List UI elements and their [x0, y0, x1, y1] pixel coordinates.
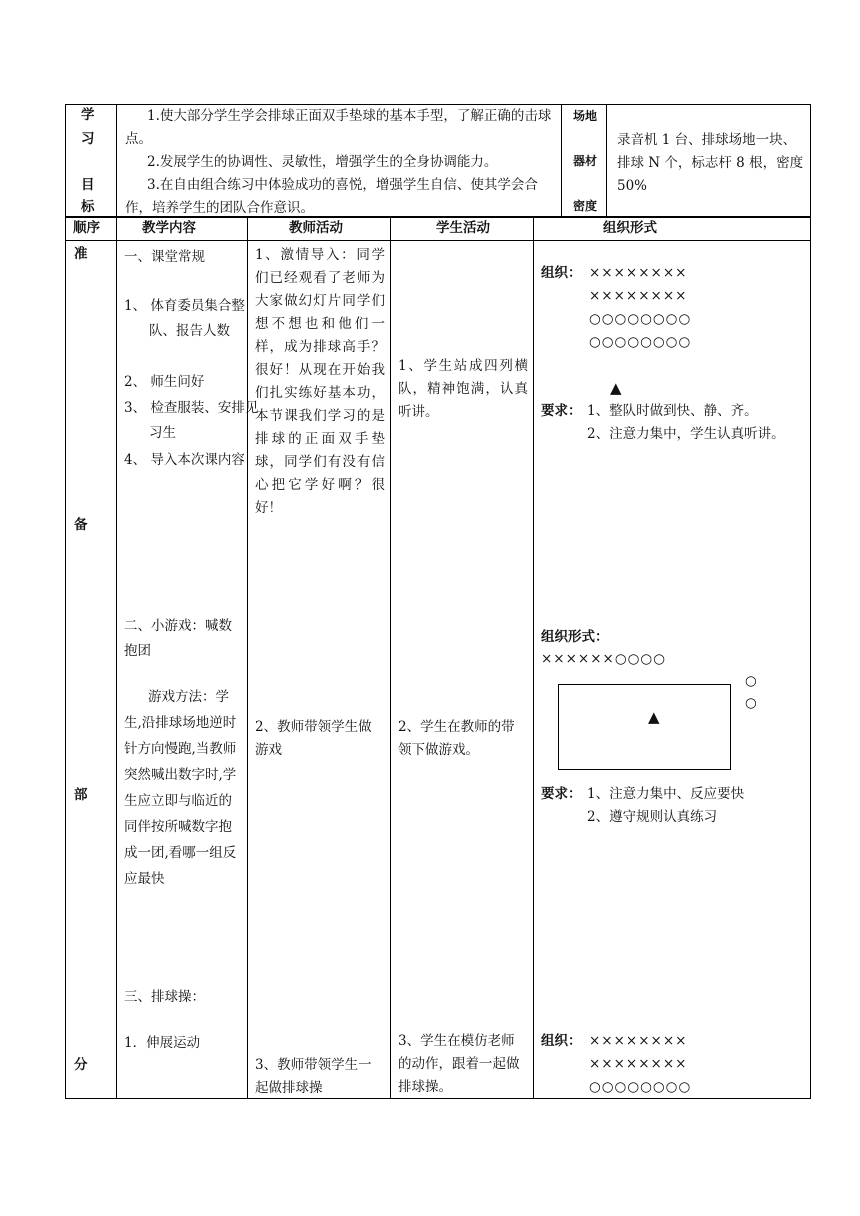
teacher-position-marker: ▲	[648, 708, 660, 726]
venue-label: 场地	[573, 109, 598, 123]
header-student: 学生活动	[436, 220, 490, 236]
teacher-position-marker: ▲	[610, 379, 622, 397]
court-rectangle	[558, 684, 731, 770]
part3-title: 三、排球操：	[124, 989, 205, 1005]
part1-req: 2、注意力集中，学生认真听讲。	[587, 426, 785, 442]
part3-org-row: ○○○○○○○○	[589, 1079, 692, 1095]
part1-student: 1、学生站成四列横队，精神饱满，认真听讲。	[398, 358, 528, 420]
part2-side-mark: ○	[745, 695, 757, 711]
part2-req-label: 要求：	[541, 786, 582, 802]
part2-org-label: 组织形式：	[541, 629, 609, 645]
objectives-label-char: 标	[81, 199, 95, 215]
section-char: 分	[74, 1057, 88, 1073]
part1-req: 1、整队时做到快、静、齐。	[587, 403, 758, 419]
section-char: 部	[74, 787, 88, 803]
objective-item: 2.发展学生的协调性、灵敏性，增强学生的全身协调能力。	[147, 154, 498, 170]
header-order: 顺序	[73, 220, 100, 236]
part2-req: 1、注意力集中、反应要快	[587, 786, 745, 802]
part1-item: 4、 导入本次课内容	[124, 452, 245, 468]
part1-org-row: ○○○○○○○○	[589, 311, 692, 327]
part1-org-row: ××××××××	[589, 265, 688, 281]
part2-student: 2、学生在教师的带领下做游戏。	[398, 719, 515, 758]
objective-item: 1.使大部分学生学会排球正面双手垫球的基本手型，了解正确的击球点。	[125, 108, 552, 147]
part3-item: 1．伸展运动	[124, 1035, 201, 1051]
part2-title: 二、小游戏：喊数抱团	[124, 618, 232, 659]
part1-item: 2、 师生问好	[124, 374, 205, 390]
equipment-label: 器材	[573, 154, 598, 168]
objectives-label-char: 习	[81, 131, 95, 147]
part2-side-mark: ○	[745, 673, 757, 689]
part1-org-row: ××××××××	[589, 288, 688, 304]
header-org: 组织形式	[603, 220, 657, 236]
part2-org-row: ××××××○○○○	[541, 651, 666, 667]
part3-org-row: ××××××××	[589, 1033, 688, 1049]
part1-item: 1、 体育委员集合整队、报告人数	[124, 298, 245, 339]
part1-org-row: ○○○○○○○○	[589, 334, 692, 350]
venue-text: 录音机 1 台、排球场地一块、排球 N 个，标志杆 8 根，密度 50%	[617, 132, 804, 194]
part3-org-label: 组织：	[541, 1033, 582, 1049]
objective-item: 3.在自由组合练习中体验成功的喜悦，增强学生自信、使其学会合作，培养学生的团队合作意识。	[125, 177, 538, 216]
header-content: 教学内容	[142, 220, 196, 236]
part1-item: 3、 检查服装、安排见习生	[124, 400, 259, 441]
objectives-label-char: 目	[81, 177, 95, 193]
part1-title: 一、课堂常规	[124, 249, 205, 265]
objectives-label-char: 学	[81, 107, 95, 123]
part2-req: 2、遵守规则认真练习	[587, 809, 718, 825]
section-char: 备	[74, 517, 88, 533]
part3-student: 3、学生在模仿老师的动作，跟着一起做排球操。	[398, 1033, 520, 1095]
part1-req-label: 要求：	[541, 403, 582, 419]
part2-method: 游戏方法：学生,沿排球场地逆时针方向慢跑,当教师突然喊出数字时,学生应立即与临近的同伴按所喊数字抱成一团,看哪一组反应最快	[124, 689, 237, 887]
density-label: 密度	[573, 199, 598, 213]
objectives-text	[125, 105, 555, 220]
part3-teacher: 3、教师带领学生一起做排球操	[255, 1057, 372, 1096]
header-teacher: 教师活动	[289, 220, 343, 236]
part1-teacher: 1、激情导入：同学们已经观看了老师为大家做幻灯片同学们想不想也和他们一样，成为排球高手？很好！从现在开始我们扎实练好基本功，本节课我们学习的是排球的正面双手垫球，同学们有没有信心把它学好啊？很好！	[255, 247, 385, 516]
section-char: 准	[74, 246, 88, 262]
part2-teacher: 2、教师带领学生做游戏	[255, 719, 372, 758]
part1-org-label: 组织：	[541, 265, 582, 281]
part3-org-row: ××××××××	[589, 1056, 688, 1072]
